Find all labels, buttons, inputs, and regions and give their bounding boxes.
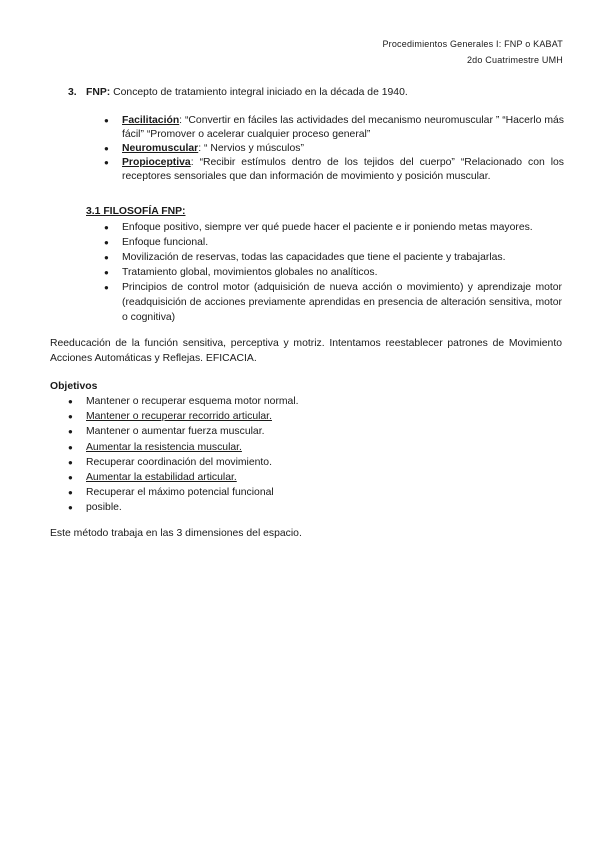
- page-header: [382, 36, 563, 68]
- list-item: [68, 500, 548, 515]
- list-item: [68, 424, 548, 439]
- objective-text: Mantener o aumentar fuerza muscular.: [86, 426, 265, 438]
- definition-list: [104, 114, 564, 184]
- definition-term: Neuromuscular: [122, 143, 199, 154]
- definition-text: “Convertir en fáciles las actividades del mecanismo neuromuscular ” “Hacerlo más fácil” “Promover o acelerar cualquier proceso general”: [122, 115, 564, 140]
- definition-text: “Recibir estímulos dentro de los tejidos del cuerpo” “Relacionado con los receptores sensoriales que dan información de movimiento y posición muscular.: [122, 157, 564, 182]
- list-item: ● Enfoque positivo, siempre ver qué puede hacer el paciente e ir poniendo metas mayores.: [104, 220, 562, 235]
- section-intro: Concepto de tratamiento integral iniciado en la década de 1940.: [110, 87, 408, 98]
- objective-text: Mantener o recuperar esquema motor normal.: [86, 396, 299, 407]
- definition-term: Propioceptiva: [122, 157, 191, 168]
- definition-item: [104, 142, 564, 156]
- list-item: [68, 485, 548, 500]
- list-item: [68, 440, 548, 455]
- definition-text: “ Nervios y músculos”: [204, 143, 304, 154]
- closing-paragraph: Este método trabaja en las 3 dimensiones del espacio.: [50, 528, 302, 539]
- objective-text: Aumentar la resistencia muscular.: [86, 441, 242, 453]
- objective-text: Recuperar coordinación del movimiento.: [86, 456, 272, 468]
- section-3-heading: [68, 86, 548, 100]
- definition-item: [104, 114, 564, 142]
- definition-sep: :: [179, 115, 185, 126]
- list-item: [68, 394, 548, 409]
- list-item: ● Movilización de reservas, todas las capacidades que tiene el paciente y trabajarlas.: [104, 250, 562, 265]
- philosophy-title: 3.1 FILOSOFÍA FNP:: [86, 206, 186, 217]
- list-item: [68, 409, 548, 424]
- list-item: ● Tratamiento global, movimientos globales no analíticos.: [104, 265, 562, 280]
- objective-text: posible.: [86, 502, 122, 514]
- objective-text: Recuperar el máximo potencial funcional: [86, 487, 274, 499]
- objective-text: Aumentar la estabilidad articular.: [86, 472, 237, 484]
- list-item: ● Principios de control motor (adquisición de nueva acción o movimiento) y aprendizaje motor (readquisición de acciones previamente aprendidas en presencia de alteración sensitiva, motor o cognitiva): [104, 280, 562, 325]
- philosophy-list: [104, 220, 562, 325]
- section-number: 3.: [68, 87, 77, 98]
- header-term: 2do Cuatrimestre UMH: [466, 55, 563, 65]
- definition-item: [104, 156, 564, 184]
- objectives-title: Objetivos: [50, 381, 98, 392]
- objective-text: Mantener o recuperar recorrido articular.: [86, 411, 272, 423]
- list-item: [68, 455, 548, 470]
- definition-sep: :: [190, 157, 200, 168]
- objectives-list: [68, 394, 548, 516]
- definition-term: Facilitación: [122, 115, 180, 126]
- section-title: FNP:: [86, 87, 111, 98]
- list-item: [68, 470, 548, 485]
- list-item: ● Enfoque funcional.: [104, 235, 562, 250]
- definition-sep: :: [198, 143, 205, 154]
- reeducation-paragraph: Reeducación de la función sensitiva, perceptiva y motriz. Intentamos reestablecer patrones de Movimiento Acciones Automáticas y Reflejas. EFICACIA.: [50, 338, 562, 364]
- header-course: Procedimientos Generales I: FNP o KABAT: [382, 39, 563, 49]
